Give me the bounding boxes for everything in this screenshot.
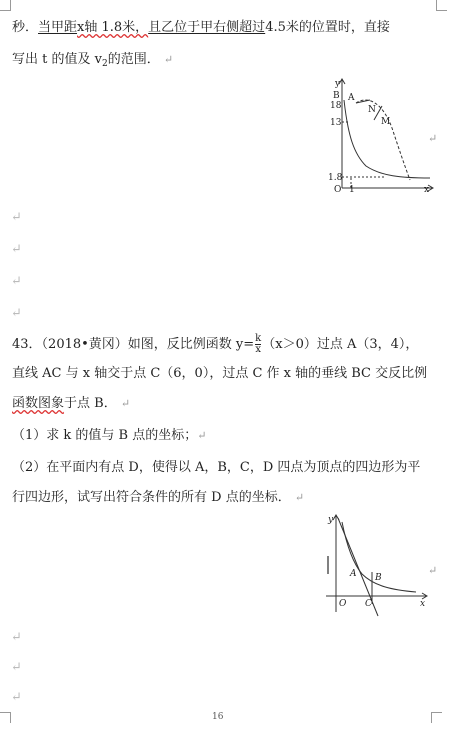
- problem43-line3: 函数图象于点 B． ↵: [12, 396, 131, 411]
- empty-paragraph-5: ↵: [11, 630, 22, 645]
- origin: O: [339, 599, 347, 609]
- fraction-k-over-x: $\frac{k}{x}$: [255, 333, 262, 355]
- problem43-line1: 43．（2018•黄冈）如图，反比例函数 y= $\frac{k}{x}$ （x＞0）过点 A（3，4），: [12, 333, 419, 355]
- empty-paragraph-4: ↵: [11, 306, 22, 321]
- tick-18: 18: [330, 101, 342, 111]
- problem43-question2-line2: 行四边形，试写出符合条件的所有 D 点的坐标． ↵: [12, 490, 305, 505]
- page-number: 16: [212, 712, 224, 722]
- crop-mark-bottom-left: [0, 712, 11, 723]
- axis-y-label: y: [335, 79, 341, 89]
- axis-x-label: x: [420, 599, 426, 609]
- label-N: N: [368, 105, 376, 115]
- label-A: A: [348, 93, 355, 103]
- figure2-return: ↵: [428, 564, 438, 577]
- axis-y-label: y: [328, 515, 334, 525]
- label-M: M: [381, 117, 391, 127]
- crop-mark-top-right: [436, 0, 447, 11]
- tick-13: 13: [330, 118, 342, 128]
- figure-inverse-function: [322, 512, 432, 618]
- origin: O: [334, 185, 342, 194]
- figure-trajectory: [326, 76, 436, 194]
- problem43-line2: 直线 AC 与 x 轴交于点 C（6，0），过点 C 作 x 轴的垂线 BC 交反比例: [12, 366, 428, 381]
- label-B: B: [375, 573, 382, 583]
- problem43-question1: （1）求 k 的值与 B 点的坐标；↵: [12, 428, 207, 443]
- problem42-line1: 秒．当甲距x轴 1.8米，且乙位于甲右侧超过4.5米的位置时，直接: [12, 20, 390, 35]
- empty-paragraph-3: ↵: [11, 274, 22, 289]
- problem42-line2: 写出 t 的值及 $v_2$的范围． ↵: [12, 52, 174, 69]
- decay-curve: [344, 100, 430, 178]
- tick-x1: 1: [349, 185, 355, 194]
- empty-paragraph-7: ↵: [11, 690, 22, 705]
- label-B: B: [333, 91, 340, 101]
- empty-paragraph-6: ↵: [11, 660, 22, 675]
- empty-paragraph-1: ↵: [11, 210, 22, 225]
- empty-paragraph-2: ↵: [11, 242, 22, 257]
- figure1-return: ↵: [428, 132, 438, 145]
- label-A: A: [350, 569, 357, 579]
- crop-mark-top-left: [0, 0, 11, 11]
- dashed-trajectory: [356, 100, 410, 180]
- label-C: C: [365, 599, 372, 609]
- problem43-question2-line1: （2）在平面内有点 D，使得以 A，B，C，D 四点为顶点的四边形为平: [12, 460, 421, 475]
- axis-x-label: x: [424, 185, 430, 194]
- tick-1-8: 1.8: [328, 173, 343, 183]
- crop-mark-bottom-right: [431, 712, 442, 723]
